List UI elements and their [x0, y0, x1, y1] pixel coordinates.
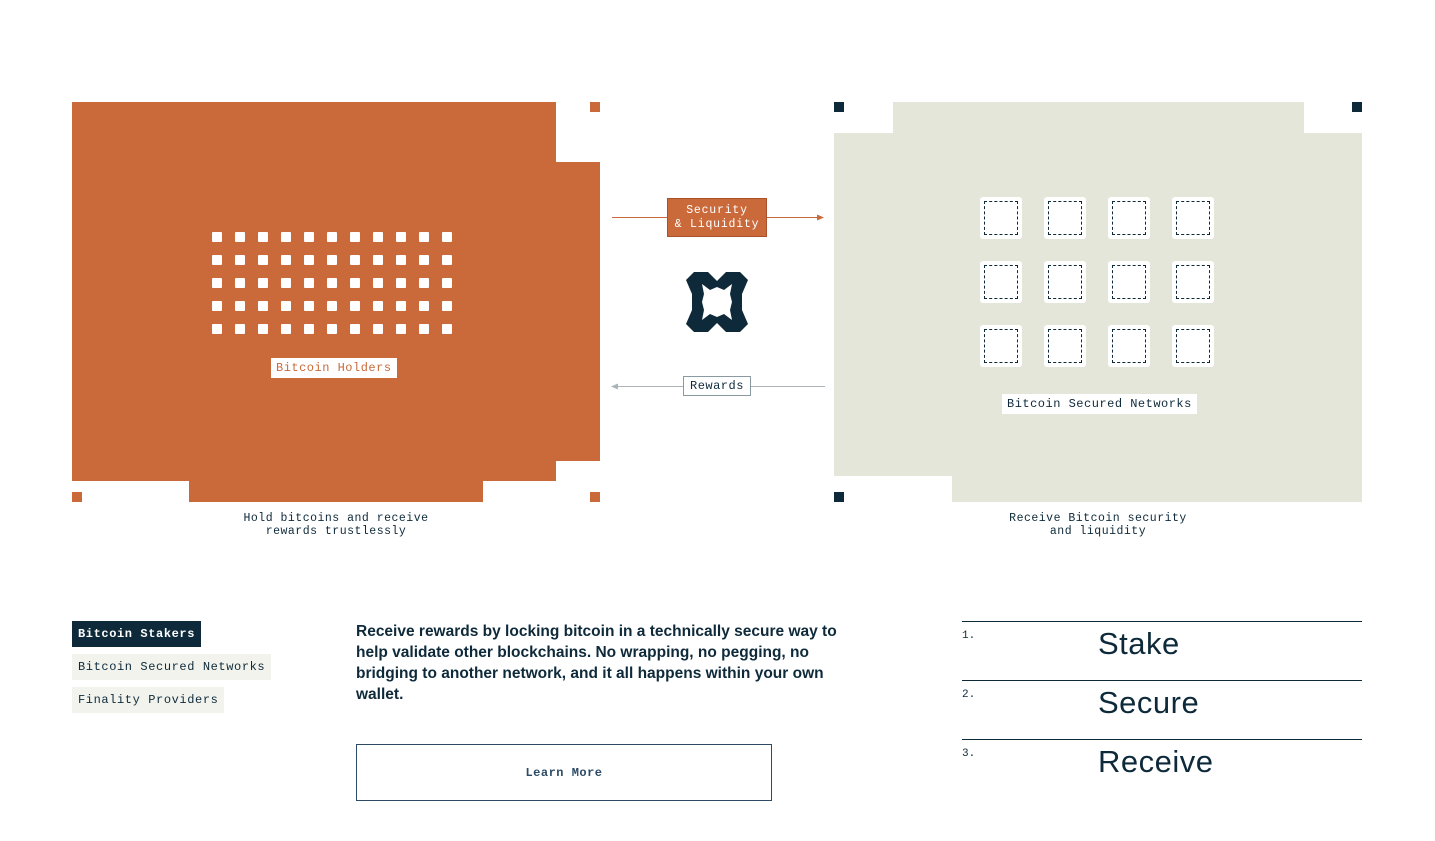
step-number: 1. — [962, 630, 976, 642]
step-number: 3. — [962, 748, 976, 760]
description-text: Receive rewards by locking bitcoin in a technically secure way to help validate other blockchains. No wrapping, no pegging, no bridging to another network, and it all happens within your own wallet. — [356, 623, 837, 703]
security-label-line1: Security — [686, 204, 748, 217]
corner-marker — [72, 492, 82, 502]
bitcoin-dot — [212, 301, 222, 311]
bitcoin-dot — [350, 324, 360, 334]
networks-caption-line1: Receive Bitcoin security — [1009, 512, 1187, 525]
bitcoin-dot — [235, 301, 245, 311]
tab-bitcoin-stakers[interactable]: Bitcoin Stakers — [72, 621, 201, 647]
bitcoin-dot — [419, 301, 429, 311]
bitcoin-dot — [442, 232, 452, 242]
tab-finality-providers[interactable]: Finality Providers — [72, 687, 224, 713]
bitcoin-dot — [304, 278, 314, 288]
bitcoin-dot — [327, 255, 337, 265]
bitcoin-dot — [258, 232, 268, 242]
bitcoin-dot — [212, 324, 222, 334]
bitcoin-dot — [212, 232, 222, 242]
bitcoin-dot — [419, 255, 429, 265]
bitcoin-dot — [304, 324, 314, 334]
bitcoin-dot — [304, 255, 314, 265]
bitcoin-dot — [442, 278, 452, 288]
networks-label: Bitcoin Secured Networks — [1002, 394, 1197, 414]
network-block — [980, 197, 1022, 239]
step-item — [962, 621, 1362, 680]
bitcoin-dot — [235, 232, 245, 242]
bitcoin-dots-grid — [212, 232, 456, 336]
holders-caption-line1: Hold bitcoins and receive — [243, 512, 429, 525]
babylon-logo-icon — [686, 272, 748, 332]
bitcoin-dot — [281, 255, 291, 265]
bitcoin-dot — [373, 232, 383, 242]
bitcoin-dot — [258, 255, 268, 265]
bitcoin-dot — [396, 324, 406, 334]
bitcoin-dot — [327, 324, 337, 334]
bitcoin-dot — [396, 232, 406, 242]
audience-tabs — [72, 621, 271, 720]
corner-marker — [590, 492, 600, 502]
network-block — [1172, 197, 1214, 239]
rewards-label: Rewards — [683, 376, 751, 396]
bitcoin-dot — [212, 255, 222, 265]
bitcoin-dot — [419, 232, 429, 242]
security-liquidity-label — [667, 198, 767, 237]
security-label-line2: & Liquidity — [674, 218, 760, 231]
step-label: Secure — [1098, 685, 1200, 720]
rewards-arrow-head — [611, 384, 618, 390]
bitcoin-dot — [235, 255, 245, 265]
network-block — [1172, 261, 1214, 303]
network-block — [1108, 325, 1150, 367]
bitcoin-dot — [373, 255, 383, 265]
bitcoin-dot — [396, 301, 406, 311]
network-block — [980, 325, 1022, 367]
bitcoin-dot — [350, 255, 360, 265]
corner-marker — [834, 492, 844, 502]
step-label: Stake — [1098, 626, 1180, 661]
holders-label: Bitcoin Holders — [271, 358, 397, 378]
network-block — [980, 261, 1022, 303]
bitcoin-dot — [281, 301, 291, 311]
holders-caption — [216, 512, 456, 538]
bitcoin-dot — [258, 324, 268, 334]
bitcoin-dot — [327, 301, 337, 311]
steps-list — [962, 621, 1362, 798]
network-block — [1108, 261, 1150, 303]
bitcoin-dot — [350, 301, 360, 311]
network-block — [1172, 325, 1214, 367]
bitcoin-dot — [212, 278, 222, 288]
step-item — [962, 680, 1362, 739]
network-block — [1108, 197, 1150, 239]
bitcoin-dot — [258, 278, 268, 288]
bitcoin-dot — [350, 232, 360, 242]
bitcoin-dot — [235, 278, 245, 288]
corner-marker — [590, 102, 600, 112]
network-block — [1044, 325, 1086, 367]
corner-marker — [1352, 102, 1362, 112]
bitcoin-dot — [373, 324, 383, 334]
bitcoin-dot — [396, 255, 406, 265]
bitcoin-dot — [281, 324, 291, 334]
bitcoin-dot — [442, 301, 452, 311]
bitcoin-dot — [442, 255, 452, 265]
bitcoin-dot — [281, 278, 291, 288]
networks-caption-line2: and liquidity — [1049, 525, 1147, 538]
bitcoin-dot — [419, 324, 429, 334]
learn-more-button[interactable]: Learn More — [356, 744, 772, 801]
bitcoin-dot — [281, 232, 291, 242]
bitcoin-dot — [327, 278, 337, 288]
bitcoin-dot — [373, 278, 383, 288]
holders-caption-line2: rewards trustlessly — [265, 525, 407, 538]
bitcoin-dot — [396, 278, 406, 288]
network-block — [1044, 261, 1086, 303]
bitcoin-dot — [327, 232, 337, 242]
bitcoin-dot — [373, 301, 383, 311]
security-arrow-head — [817, 215, 824, 221]
bitcoin-dot — [350, 278, 360, 288]
bitcoin-dot — [258, 301, 268, 311]
networks-caption — [978, 512, 1218, 538]
bitcoin-dot — [442, 324, 452, 334]
network-block — [1044, 197, 1086, 239]
bitcoin-dot — [419, 278, 429, 288]
step-item — [962, 739, 1362, 798]
bitcoin-dot — [304, 301, 314, 311]
bitcoin-dot — [235, 324, 245, 334]
corner-marker — [834, 102, 844, 112]
step-label: Receive — [1098, 744, 1214, 779]
bitcoin-dot — [304, 232, 314, 242]
tab-bitcoin-secured-networks[interactable]: Bitcoin Secured Networks — [72, 654, 271, 680]
step-number: 2. — [962, 689, 976, 701]
